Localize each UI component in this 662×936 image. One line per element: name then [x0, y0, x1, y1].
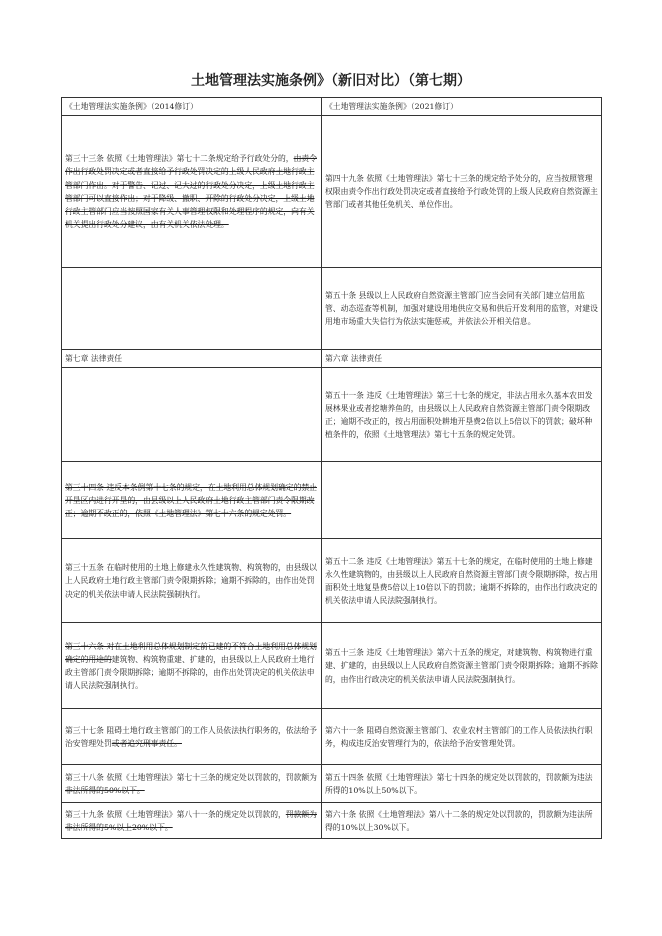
table-row — [62, 368, 602, 462]
chapter-row — [62, 350, 602, 368]
table-row — [62, 116, 602, 268]
table-row — [62, 539, 602, 623]
comparison-table — [61, 97, 602, 839]
table-row — [62, 803, 602, 839]
old-article-cell — [62, 268, 322, 350]
new-article-cell: 第五十一条 违反《土地管理法》第三十七条的规定，非法占用永久基本农田发展林果业或者挖塘养鱼的，由县级以上人民政府自然资源主管部门责令限期改正；逾期不改正的，按占用面积处耕地开垦费2倍以上5倍以下的罚款；破坏种植条件的，依照《土地管理法》第七十五条的规定处罚。 — [322, 368, 602, 462]
old-article-cell: 第三十四条 违反本条例第十七条的规定，在土地利用总体规划确定的禁止开垦区内进行开垦的，由县级以上人民政府土地行政主管部门责令限期改正；逾期不改正的，依照《土地管理法》第七十六条的规定处罚。 — [62, 462, 322, 539]
new-article-cell: 第四十九条 依照《土地管理法》第七十三条的规定给予处分的，应当按照管理权限由责令作出行政处罚决定或者直接给予行政处罚的上级人民政府自然资源主管部门或者其他任免机关、单位作出。 — [322, 116, 602, 268]
old-article-cell: 第三十八条 依照《土地管理法》第七十三条的规定处以罚款的，罚款额为非法所得的50%以下。 — [62, 765, 322, 803]
new-article-cell: 第六十条 依照《土地管理法》第八十二条的规定处以罚款的，罚款额为违法所得的10%以上30%以下。 — [322, 803, 602, 839]
old-article-cell: 第三十九条 依照《土地管理法》第八十一条的规定处以罚款的，罚款额为非法所得的5%以上20%以下。 — [62, 803, 322, 839]
new-article-cell: 第五十二条 违反《土地管理法》第五十七条的规定，在临时使用的土地上修建永久性建筑物的，由县级以上人民政府自然资源主管部门责令限期拆除，按占用面积处土地复垦费5倍以上10倍以下的罚款；逾期不拆除的，由作出行政决定的机关依法申请人民法院强制执行。 — [322, 539, 602, 623]
new-article-cell: 第五十条 县级以上人民政府自然资源主管部门应当会同有关部门建立信用监管、动态巡查等机制，加强对建设用地供应交易和供后开发利用的监管，对建设用地市场重大失信行为依法实施惩戒，并依法公开相关信息。 — [322, 268, 602, 350]
old-chapter-cell: 第七章 法律责任 — [62, 350, 322, 368]
table-header-row — [62, 98, 602, 116]
table-row — [62, 765, 602, 803]
old-article-cell: 第三十五条 在临时使用的土地上修建永久性建筑物、构筑物的，由县级以上人民政府土地行政主管部门责令限期拆除；逾期不拆除的，由作出处罚决定的机关依法申请人民法院强制执行。 — [62, 539, 322, 623]
old-article-cell: 第三十三条 依照《土地管理法》第七十二条规定给予行政处分的，由责令作出行政处罚决定或者直接给予行政处罚决定的上级人民政府土地行政主管部门作出。对于警告、记过、记大过的行政处分决定，上级土地行政主管部门可以直接作出；对于降级、撤职、开除的行政处分决定，上级土地行政主管部门应当按照国家有关人事管理权限和处理程序的规定，向有关机关提出行政处分建议，由有关机关依法处理。 — [62, 116, 322, 268]
old-article-cell — [62, 368, 322, 462]
old-article-cell: 第三十六条 对在土地利用总体规划制定前已建的不符合土地利用总体规划确定的用途的建筑物、构筑物重建、扩建的，由县级以上人民政府土地行政主管部门责令限期拆除；逾期不拆除的，由作出处罚决定的机关依法申请人民法院强制执行。 — [62, 623, 322, 709]
old-article-cell: 第三十七条 阻碍土地行政主管部门的工作人员依法执行职务的，依法给予治安管理处罚或者追究刑事责任。 — [62, 709, 322, 765]
column-header-new: 《土地管理法实施条例》（2021修订） — [322, 98, 602, 116]
table-row — [62, 462, 602, 539]
table-row — [62, 268, 602, 350]
table-row — [62, 623, 602, 709]
column-header-old: 《土地管理法实施条例》（2014修订） — [62, 98, 322, 116]
new-article-cell: 第五十三条 违反《土地管理法》第六十五条的规定，对建筑物、构筑物进行重建、扩建的，由县级以上人民政府自然资源主管部门责令限期拆除；逾期不拆除的，由作出行政决定的机关依法申请人民法院强制执行。 — [322, 623, 602, 709]
new-article-cell: 第六十一条 阻碍自然资源主管部门、农业农村主管部门的工作人员依法执行职务，构成违反治安管理行为的，依法给予治安管理处罚。 — [322, 709, 602, 765]
document-title: 土地管理法实施条例》（新旧对比）（第七期） — [191, 73, 471, 89]
table-row — [62, 709, 602, 765]
new-article-cell — [322, 462, 602, 539]
new-chapter-cell: 第六章 法律责任 — [322, 350, 602, 368]
new-article-cell: 第五十四条 依照《土地管理法》第七十四条的规定处以罚款的，罚款额为违法所得的10%以上50%以下。 — [322, 765, 602, 803]
